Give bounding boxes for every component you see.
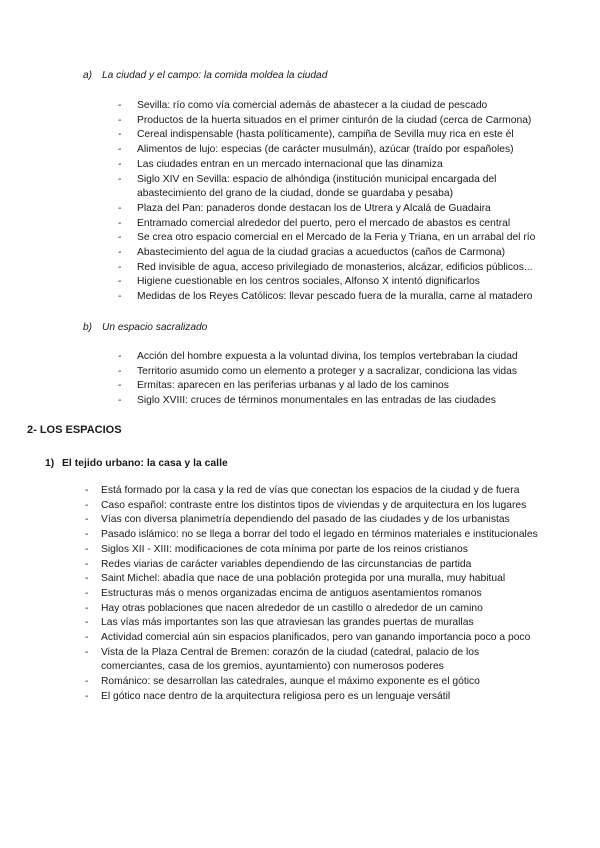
list-item: - Se crea otro espacio comercial en el Mercado de la Feria y Triana, en un arrabal del río bbox=[118, 232, 536, 244]
list-item-continuation: abastecimiento del grano de la ciudad, donde se guardaba y pesaba) bbox=[137, 188, 453, 200]
list-item: - Vías con diversa planimetría dependiendo del pasado de las ciudades y de los urbanistas bbox=[85, 514, 510, 526]
list-item: - Medidas de los Reyes Católicos: llevar pescado fuera de la muralla, carne al matadero bbox=[118, 291, 533, 303]
list-item: - Las vías más importantes son las que atraviesan las grandes puertas de murallas bbox=[85, 617, 474, 629]
list-item: - Alimentos de lujo: especias (de carácter musulmán), azúcar (traído por españoles) bbox=[118, 144, 514, 156]
list-item: - Románico: se desarrollan las catedrales, aunque el máximo exponente es el gótico bbox=[85, 676, 480, 688]
list-item-continuation: comerciantes, casa de los gremios, ayuntamiento) con numerosos poderes bbox=[101, 661, 444, 673]
list-item: - Productos de la huerta situados en el primer cinturón de la ciudad (cerca de Carmona) bbox=[118, 114, 532, 126]
section-b-heading bbox=[83, 322, 207, 333]
list-item: - Redes viarias de carácter variables dependiendo de las circunstancias de partida bbox=[85, 558, 472, 570]
subsection-1-number: 1) bbox=[45, 458, 55, 469]
list-item: - Está formado por la casa y la red de vías que conectan los espacios de la ciudad y de fuera bbox=[85, 485, 520, 496]
list-item: - Acción del hombre expuesta a la voluntad divina, los templos vertebraban la ciudad bbox=[118, 351, 518, 362]
list-item: - Siglos XII - XIII: modificaciones de cota mínima por parte de los reinos cristianos bbox=[85, 543, 468, 555]
section-2-list bbox=[85, 484, 538, 705]
section-a-marker: a) bbox=[83, 70, 93, 81]
section-b-title: Un espacio sacralizado bbox=[102, 322, 208, 333]
list-item: - Red invisible de agua, acceso privilegiado de monasterios, alcázar, edificios públicos... bbox=[118, 261, 533, 273]
list-item: - Saint Michel: abadía que nace de una población protegida por una muralla, muy habitual bbox=[85, 573, 506, 585]
list-item: - Hay otras poblaciones que nacen alrededor de un castillo o alrededor de un camino bbox=[85, 602, 483, 614]
list-item: - Sevilla: río como vía comercial además de abastecer a la ciudad de pescado bbox=[118, 100, 488, 111]
list-item: - Actividad comercial aún sin espacios planificados, pero van ganando importancia poco a poco bbox=[85, 632, 531, 644]
list-item: - El gótico nace dentro de la arquitectura religiosa pero es un lenguaje versátil bbox=[85, 690, 451, 702]
list-item: - Estructuras más o menos organizadas encima de antiguos asentamientos romanos bbox=[85, 587, 482, 599]
list-item: - Las ciudades entran en un mercado internacional que las dinamiza bbox=[118, 158, 443, 170]
list-item: - Ermitas: aparecen en las periferias urbanas y al lado de los caminos bbox=[118, 380, 449, 392]
list-item: - Abastecimiento del agua de la ciudad gracias a acueductos (caños de Carmona) bbox=[118, 247, 506, 259]
subsection-1-title: El tejido urbano: la casa y la calle bbox=[62, 458, 228, 469]
list-item: - Territorio asumido como un elemento a proteger y a sacralizar, condiciona las vidas bbox=[118, 365, 518, 377]
list-item: - Pasado islámico: no se llega a borrar del todo el legado en términos materiales e institucionales bbox=[85, 529, 538, 541]
section-a-list bbox=[118, 99, 536, 305]
section-2-heading: 2- LOS ESPACIOS bbox=[27, 424, 122, 436]
list-item: - Vista de la Plaza Central de Bremen: corazón de la ciudad (catedral, palacio de los bbox=[85, 646, 480, 658]
section-b-marker: b) bbox=[83, 322, 93, 333]
section-a-title: La ciudad y el campo: la comida moldea la ciudad bbox=[102, 70, 328, 81]
list-item: - Siglo XVIII: cruces de términos monumentales en las entradas de las ciudades bbox=[118, 395, 496, 407]
list-item: - Siglo XIV en Sevilla: espacio de alhóndiga (institución municipal encargada del bbox=[118, 173, 497, 185]
list-item: - Plaza del Pan: panaderos donde destacan los de Utrera y Alcalá de Guadaira bbox=[118, 202, 491, 214]
list-item: - Cereal indispensable (hasta políticamente), campiña de Sevilla muy rica en este él bbox=[118, 129, 514, 141]
list-item: - Caso español: contraste entre los distintos tipos de viviendas y de arquitectura en los lugares bbox=[85, 499, 527, 511]
subsection-1-heading bbox=[45, 458, 228, 469]
section-b-list bbox=[118, 350, 518, 409]
list-item: - Entramado comercial alrededor del puerto, pero el mercado de abastos es central bbox=[118, 217, 511, 229]
list-item: - Higiene cuestionable en los centros sociales, Alfonso X intentó dignificarlos bbox=[118, 276, 480, 288]
section-a-heading bbox=[83, 70, 327, 81]
